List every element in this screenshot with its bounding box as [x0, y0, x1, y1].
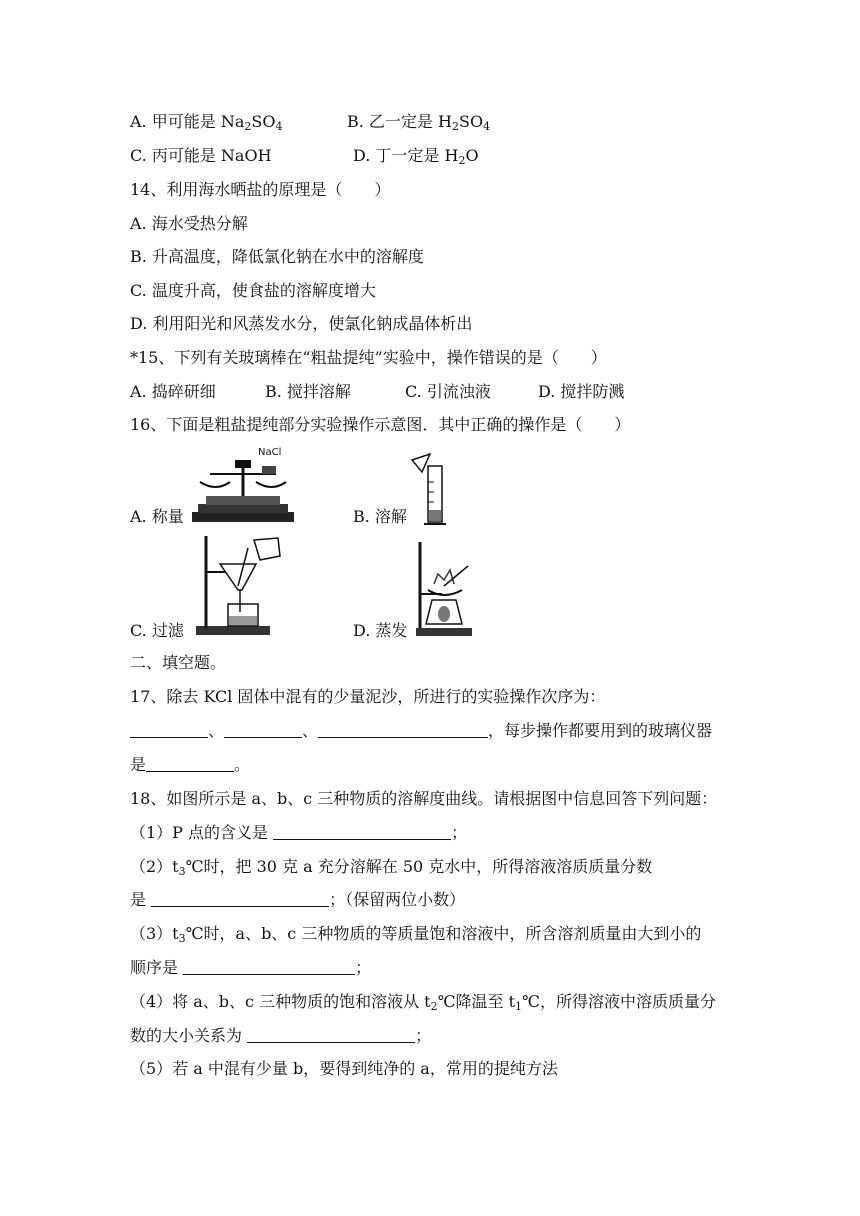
q15-option-d: D. 搅拌防溅: [538, 382, 625, 401]
q18-blank-1[interactable]: [273, 823, 451, 840]
q17-blank-4[interactable]: [146, 755, 234, 772]
q15-option-c: C. 引流浊液: [405, 382, 491, 401]
evaporation-figure: [414, 540, 474, 638]
q14-option-b: B. 升高温度，降低氯化钠在水中的溶解度: [130, 247, 424, 266]
q18-part-3b: 顺序是 ；: [130, 958, 372, 977]
q18-blank-4[interactable]: [247, 1026, 415, 1043]
q18-part-5: （5）若 a 中混有少量 b，要得到纯净的 a，常用的提纯方法: [130, 1059, 558, 1078]
q16-stem: 16、下面是粗盐提纯部分实验操作示意图．其中正确的操作是（ ）: [130, 415, 631, 434]
q18-blank-2[interactable]: [151, 890, 329, 907]
q18-part-4b: 数的大小关系为 ；: [130, 1026, 432, 1045]
q15-option-b: B. 搅拌溶解: [265, 382, 351, 401]
q13-option-b: B. 乙一定是 $H_2SO_4$: [347, 112, 491, 133]
q16-option-d: D. 蒸发: [353, 621, 408, 640]
q17-blank-1[interactable]: [130, 721, 208, 738]
filtration-figure: [194, 534, 288, 638]
balance-figure: [190, 444, 300, 526]
q18-part-3: $(3)t_3℃$时，a、b、c 三种物质的等质量饱和溶液中，所含溶剂质量由大到小的: [130, 924, 702, 945]
q15-stem: *15、下列有关玻璃棒在“粗盐提纯”实验中，操作错误的是（ ）: [130, 348, 607, 367]
q18-part-1: （1）P 点的含义是 ；: [130, 823, 468, 842]
q18-part-2: $(2)t_3℃$时，把 30 克 a 充分溶解在 50 克水中，所得溶液溶质质量分数: [130, 857, 653, 878]
q14-stem: 14、利用海水晒盐的原理是（ ）: [130, 180, 391, 199]
q16-option-b: B. 溶解: [353, 507, 407, 526]
q18-part-2b: 是 ；（保留两位小数）: [130, 890, 466, 909]
q17-blanks-line: 、 、 ，每步操作都要用到的玻璃仪器: [130, 720, 712, 742]
q16-option-c: C. 过滤: [130, 621, 184, 640]
q17-blank-2[interactable]: [224, 721, 302, 738]
q18-blank-3[interactable]: [183, 958, 355, 975]
q15-option-a: A. 捣碎研细: [130, 382, 216, 401]
section-heading: 二、填空题。: [130, 653, 227, 672]
q14-option-c: C. 温度升高，使食盐的溶解度增大: [130, 281, 376, 300]
q17-line3: 是 。: [130, 755, 251, 774]
q17-stem: 17、除去 KCl 固体中混有的少量泥沙，所进行的实验操作次序为：: [130, 687, 606, 706]
q13-option-d: D. 丁一定是 $H_2O$: [353, 146, 479, 167]
dissolving-figure: [408, 452, 450, 526]
q18-part-4: （4）将 a、b、c 三种物质的饱和溶液从 $t_2℃$降温至 $t_1℃$，所得溶液中溶质质量分: [130, 992, 716, 1013]
q14-option-a: A. 海水受热分解: [130, 214, 248, 233]
q13-option-c: C. 丙可能是 NaOH: [130, 146, 272, 165]
q18-stem: 18、如图所示是 a、b、c 三种物质的溶解度曲线。请根据图中信息回答下列问题：: [130, 789, 718, 808]
q14-option-d: D. 利用阳光和风蒸发水分，使氯化钠成晶体析出: [130, 314, 473, 333]
q13-option-a: A. 甲可能是 $Na_2SO_4$: [130, 112, 283, 133]
q17-blank-3[interactable]: [318, 721, 488, 738]
nacl-label: NaCl: [258, 447, 282, 458]
q16-option-a: A. 称量: [130, 507, 184, 526]
